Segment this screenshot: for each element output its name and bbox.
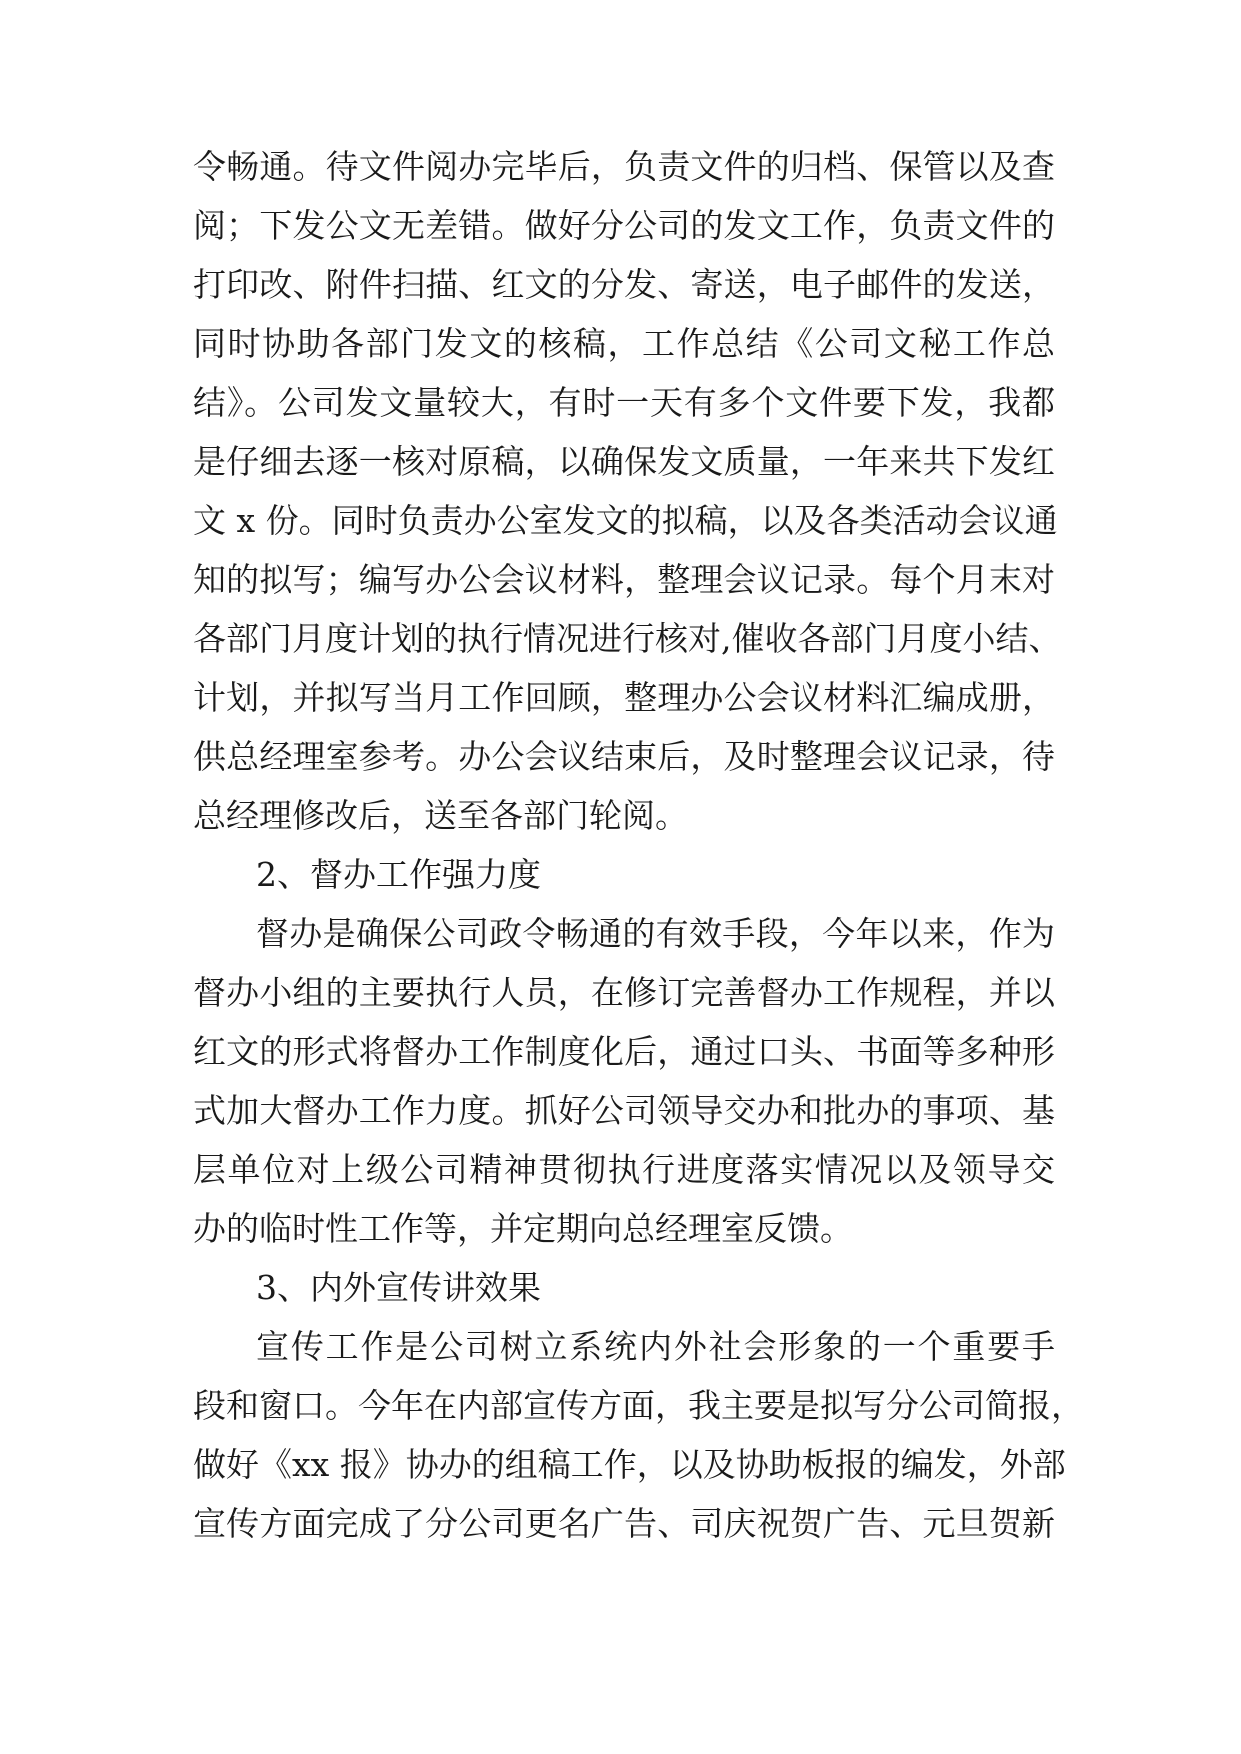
section-heading: 3、内外宣传讲效果 (256, 1268, 541, 1307)
text-line: 阅；下发公文无差错。做好分公司的发文工作，负责文件的 (193, 206, 1055, 245)
text-line: 宣传工作是公司树立系统内外社会形象的一个重要手 (256, 1327, 1055, 1366)
text-line: 打印改、附件扫描、红文的分发、寄送，电子邮件的发送， (193, 265, 1055, 304)
text-line: 知的拟写；编写办公会议材料，整理会议记录。每个月末对 (193, 560, 1055, 599)
text-line: 层单位对上级公司精神贯彻执行进度落实情况以及领导交 (193, 1150, 1055, 1189)
text-line: 各部门月度计划的执行情况进行核对,催收各部门月度小结、 (193, 619, 1062, 658)
text-line: 红文的形式将督办工作制度化后，通过口头、书面等多种形 (193, 1032, 1055, 1071)
text-line: 式加大督办工作力度。抓好公司领导交办和批办的事项、基 (193, 1091, 1055, 1130)
text-line: 计划，并拟写当月工作回顾，整理办公会议材料汇编成册， (193, 678, 1055, 717)
text-line: 同时协助各部门发文的核稿，工作总结《公司文秘工作总 (193, 324, 1055, 363)
text-line: 段和窗口。今年在内部宣传方面，我主要是拟写分公司简报， (193, 1386, 1084, 1425)
text-line: 结》。公司发文量较大，有时一天有多个文件要下发，我都 (193, 383, 1055, 422)
text-line: 督办小组的主要执行人员，在修订完善督办工作规程，并以 (193, 973, 1055, 1012)
text-line: 宣传方面完成了分公司更名广告、司庆祝贺广告、元旦贺新 (193, 1504, 1055, 1543)
text-line: 督办是确保公司政令畅通的有效手段，今年以来，作为 (256, 914, 1055, 953)
text-line: 做好《xx 报》协办的组稿工作，以及协助板报的编发，外部 (193, 1445, 1066, 1484)
text-line: 文 x 份。同时负责办公室发文的拟稿，以及各类活动会议通 (193, 501, 1058, 540)
text-line: 总经理修改后，送至各部门轮阅。 (193, 796, 688, 835)
text-line: 办的临时性工作等，并定期向总经理室反馈。 (193, 1209, 853, 1248)
text-line: 供总经理室参考。办公会议结束后，及时整理会议记录，待 (193, 737, 1055, 776)
section-heading: 2、督办工作强力度 (256, 855, 541, 894)
text-line: 令畅通。待文件阅办完毕后，负责文件的归档、保管以及查 (193, 147, 1055, 186)
text-line: 是仔细去逐一核对原稿，以确保发文质量，一年来共下发红 (193, 442, 1055, 481)
